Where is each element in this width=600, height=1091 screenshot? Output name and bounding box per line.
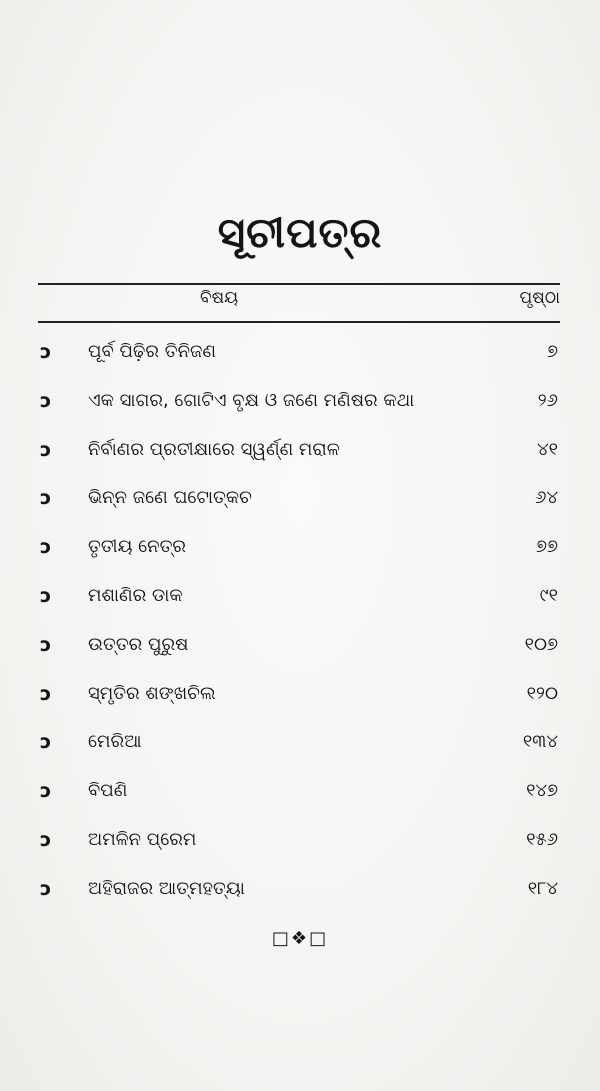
entry-page-number: ୧୨୦ bbox=[526, 682, 558, 704]
contents-entry bbox=[0, 377, 600, 426]
entry-page-number: ୭ bbox=[546, 341, 558, 362]
bullet-icon: ɔ bbox=[40, 828, 52, 851]
entry-title: ନିର୍ବାଣର ପ୍ରତୀକ୍ଷାରେ ସ୍ୱର୍ଣ୍ଣ ମରାଳ bbox=[88, 438, 340, 460]
contents-entry bbox=[0, 523, 600, 572]
header-bottom-rule bbox=[38, 321, 560, 323]
page-title: ସୂଚୀପତ୍ର bbox=[217, 208, 383, 257]
entry-page-number: ୨୬ bbox=[537, 389, 558, 411]
bullet-icon: ɔ bbox=[40, 487, 52, 510]
entry-title: ପୂର୍ବ ପିଢ଼ିର ତିନିଜଣ bbox=[88, 341, 217, 362]
contents-entry bbox=[0, 328, 600, 377]
entry-page-number: ୪୧ bbox=[537, 438, 558, 460]
contents-entry bbox=[0, 816, 600, 865]
header-top-rule bbox=[38, 283, 560, 285]
entry-title: ତୃତୀୟ ନେତ୍ର bbox=[88, 536, 187, 558]
contents-entry bbox=[0, 865, 600, 914]
bullet-icon: ɔ bbox=[40, 341, 52, 363]
entry-page-number: ୬୪ bbox=[535, 487, 558, 509]
entry-page-number: ୧୩୪ bbox=[522, 731, 558, 753]
bullet-icon: ɔ bbox=[40, 536, 52, 559]
bullet-icon: ɔ bbox=[40, 438, 52, 461]
entry-title: ମଶାଣିର ଡାକ bbox=[88, 584, 183, 606]
ornament-icon: □❖□ bbox=[271, 928, 329, 949]
contents-entry bbox=[0, 670, 600, 719]
bullet-icon: ɔ bbox=[40, 682, 52, 705]
entry-page-number: ୧୮୪ bbox=[527, 877, 558, 899]
entry-page-number: ୧୪୭ bbox=[526, 780, 558, 802]
entry-title: ସ୍ମୃତିର ଶଙ୍ଖଚିଲ bbox=[88, 682, 216, 704]
bullet-icon: ɔ bbox=[40, 731, 52, 754]
entry-title: ଅହିରାଜର ଆତ୍ମହତ୍ୟା bbox=[88, 877, 245, 899]
contents-entry bbox=[0, 426, 600, 475]
entry-title: ଉତ୍ତର ପୁରୁଷ bbox=[88, 633, 189, 655]
contents-entry bbox=[0, 767, 600, 816]
entry-page-number: ୧୫୬ bbox=[526, 828, 558, 850]
entry-title: ବିପଣି bbox=[88, 780, 128, 802]
contents-entry bbox=[0, 718, 600, 767]
entry-title: ଭିନ୍ନ ଜଣେ ଘଟୋତ୍କଚ bbox=[88, 487, 252, 509]
contents-list bbox=[0, 328, 600, 914]
entry-title: ଅମଳିନ ପ୍ରେମ bbox=[88, 828, 197, 850]
entry-page-number: ୯୧ bbox=[539, 584, 558, 606]
bullet-icon: ɔ bbox=[40, 877, 52, 900]
entry-page-number: ୭୭ bbox=[535, 536, 558, 558]
bullet-icon: ɔ bbox=[40, 389, 52, 412]
contents-entry bbox=[0, 572, 600, 621]
entry-page-number: ୧୦୭ bbox=[524, 633, 558, 655]
entry-title: ଏକ ସାଗର, ଗୋଟିଏ ବୃକ୍ଷ ଓ ଜଣେ ମଣିଷର କଥା bbox=[88, 389, 415, 411]
bullet-icon: ɔ bbox=[40, 584, 52, 607]
contents-entry bbox=[0, 621, 600, 670]
subject-column-header: ବିଷୟ bbox=[200, 288, 239, 308]
page-column-header: ପୃଷ୍ଠା bbox=[519, 288, 560, 308]
entry-title: ମେରିଆ bbox=[88, 731, 142, 753]
bullet-icon: ɔ bbox=[40, 633, 52, 656]
contents-entry bbox=[0, 474, 600, 523]
bullet-icon: ɔ bbox=[40, 780, 52, 803]
